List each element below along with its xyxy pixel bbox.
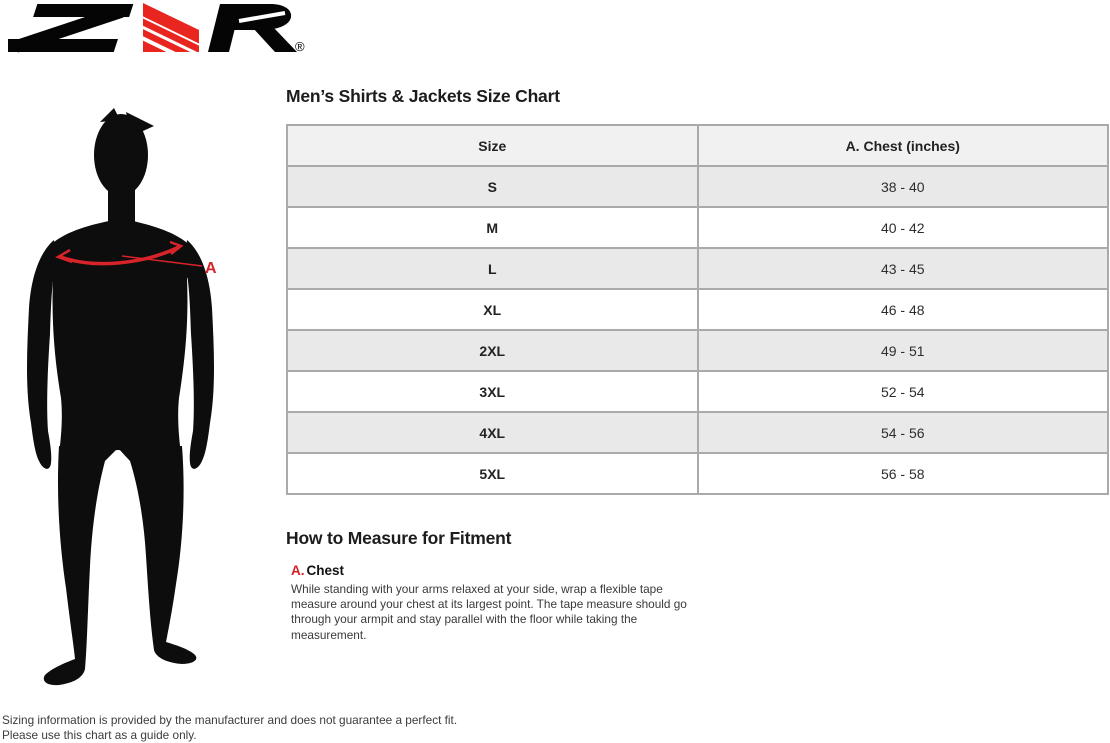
z1r-logo xyxy=(8,2,308,54)
size-cell: 2XL xyxy=(287,330,698,371)
size-cell: 3XL xyxy=(287,371,698,412)
table-row xyxy=(287,371,1108,412)
chest-cell: 49 - 51 xyxy=(698,330,1109,371)
disclaimer-line-2: Please use this chart as a guide only. xyxy=(2,728,197,742)
size-chart-table xyxy=(286,124,1109,495)
disclaimer-line-1: Sizing information is provided by the manufacturer and does not guarantee a perfect fit. xyxy=(2,713,458,727)
table-row xyxy=(287,248,1108,289)
measure-item-label xyxy=(291,563,1109,578)
registered-mark: ® xyxy=(295,39,305,54)
table-row xyxy=(287,330,1108,371)
size-cell: L xyxy=(287,248,698,289)
measure-item-description: While standing with your arms relaxed at your side, wrap a flexible tape measure around your chest at its largest point. The tape measure should go through your armpit and stay parallel with the floor while taking the measurement. xyxy=(291,582,687,642)
logo-letter-r xyxy=(208,4,297,52)
table-header-row xyxy=(287,125,1108,166)
chest-cell: 54 - 56 xyxy=(698,412,1109,453)
size-chart-title: Men’s Shirts & Jackets Size Chart xyxy=(286,86,560,106)
table-row xyxy=(287,453,1108,494)
column-header-chest: A. Chest (inches) xyxy=(698,125,1109,166)
chest-cell: 52 - 54 xyxy=(698,371,1109,412)
chest-measure-label: A xyxy=(205,260,217,277)
size-cell: M xyxy=(287,207,698,248)
chest-cell: 46 - 48 xyxy=(698,289,1109,330)
how-to-measure-heading: How to Measure for Fitment xyxy=(286,528,512,548)
table-row xyxy=(287,166,1108,207)
man-silhouette xyxy=(27,108,214,685)
size-cell: XL xyxy=(287,289,698,330)
measure-item-chest xyxy=(286,563,1109,643)
table-row xyxy=(287,207,1108,248)
chest-cell: 40 - 42 xyxy=(698,207,1109,248)
table-row xyxy=(287,412,1108,453)
measurement-figure xyxy=(14,106,244,691)
size-cell: S xyxy=(287,166,698,207)
column-header-size: Size xyxy=(287,125,698,166)
logo-letter-z xyxy=(8,4,133,52)
sizing-disclaimer xyxy=(2,713,457,743)
size-cell: 5XL xyxy=(287,453,698,494)
table-row xyxy=(287,289,1108,330)
logo-numeral-1 xyxy=(138,3,204,54)
chest-cell: 38 - 40 xyxy=(698,166,1109,207)
size-cell: 4XL xyxy=(287,412,698,453)
measure-item-key: A. xyxy=(291,563,305,578)
main-content xyxy=(286,86,1109,643)
chest-cell: 56 - 58 xyxy=(698,453,1109,494)
measure-item-name: Chest xyxy=(306,563,345,578)
chest-cell: 43 - 45 xyxy=(698,248,1109,289)
